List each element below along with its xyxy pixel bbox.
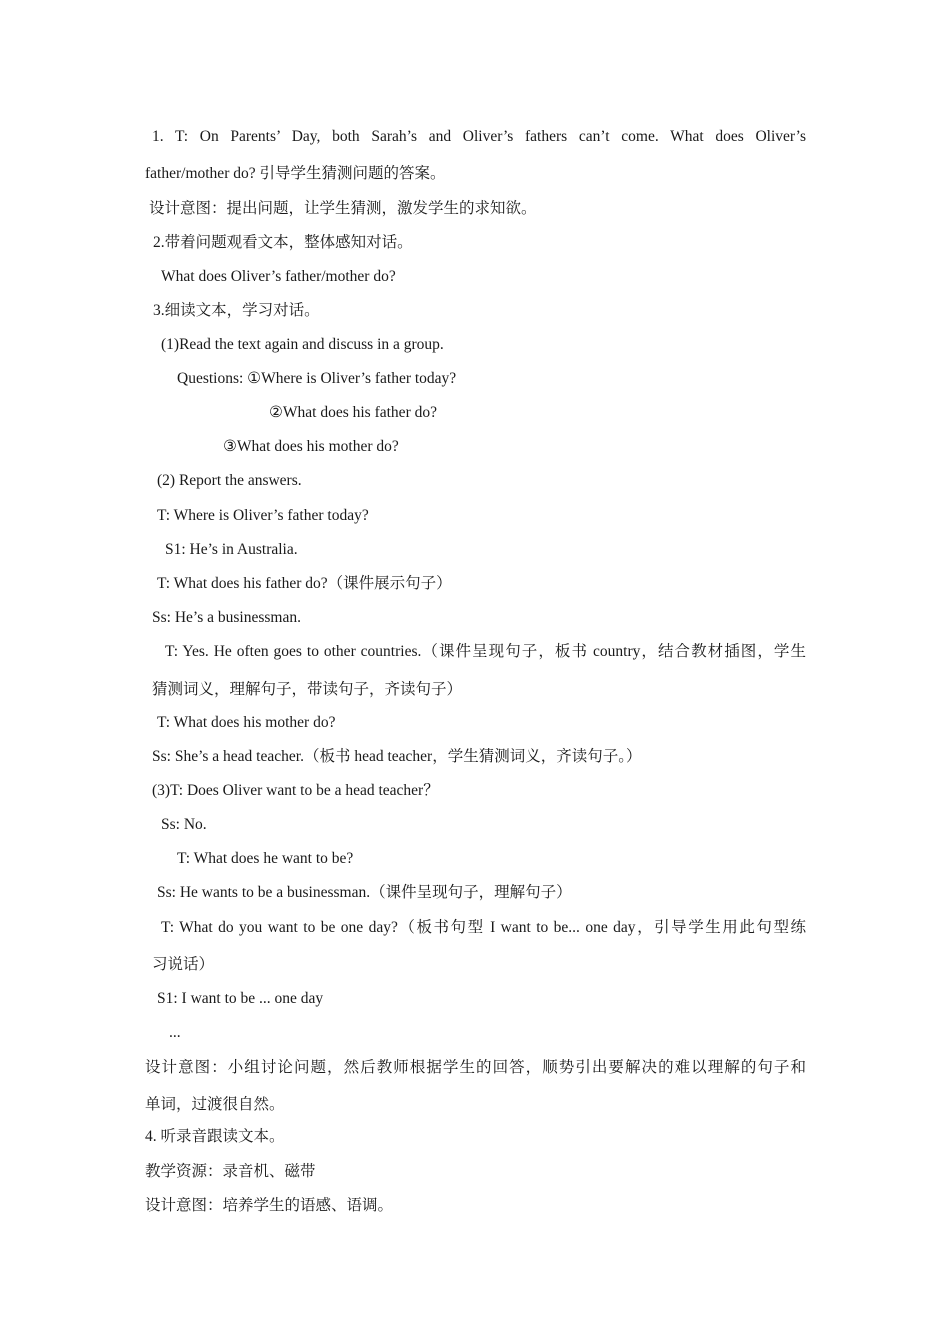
- dialogue-line: T: Yes. He often goes to other countries.（课件呈现句子，板书 country，结合教材插图，学生: [165, 643, 806, 660]
- substep-1-line: (1)Read the text again and discuss in a group.: [161, 336, 444, 353]
- dialogue-line: Ss: She’s a head teacher.（板书 head teacher，学生猜测词义，齐读句子。）: [152, 748, 642, 765]
- questions-line-2: ②What does his father do?: [269, 404, 437, 421]
- step-3-line: 3.细读文本，学习对话。: [153, 302, 320, 319]
- dialogue-line-continued: 猜测词义，理解句子，带读句子，齐读句子）: [152, 681, 463, 698]
- dialogue-line: T: What does his mother do?: [157, 714, 336, 731]
- design-intent-line-continued: 单词，过渡很自然。: [145, 1096, 285, 1113]
- dialogue-line: S1: I want to be ... one day: [157, 990, 324, 1007]
- text-line-2: father/mother do? 引导学生猜测问题的答案。: [145, 165, 446, 182]
- dialogue-line: Ss: No.: [161, 816, 207, 833]
- resources-line: 教学资源：录音机、磁带: [145, 1163, 316, 1180]
- dialogue-line: S1: He’s in Australia.: [165, 541, 298, 558]
- ellipsis-line: ...: [169, 1024, 181, 1041]
- dialogue-line: T: What does he want to be?: [177, 850, 354, 867]
- step-2-line: 2.带着问题观看文本，整体感知对话。: [153, 234, 413, 251]
- substep-2-line: (2) Report the answers.: [157, 472, 302, 489]
- question-line: What does Oliver’s father/mother do?: [161, 268, 396, 285]
- substep-3-line: (3)T: Does Oliver want to be a head teacher？: [152, 782, 439, 799]
- dialogue-line-continued: 习说话）: [152, 956, 215, 973]
- dialogue-line: T: What do you want to be one day?（板书句型 I want to be... one day，引导学生用此句型练: [161, 919, 806, 936]
- text-line-1: 1. T: On Parents’ Day, both Sarah’s and Oliver’s fathers can’t come. What does Oliver’s: [152, 128, 806, 145]
- dialogue-line: Ss: He wants to be a businessman.（课件呈现句子，理解句子）: [157, 884, 572, 901]
- dialogue-line: T: Where is Oliver’s father today?: [157, 507, 369, 524]
- dialogue-line: Ss: He’s a businessman.: [152, 609, 301, 626]
- design-intent-line: 设计意图：培养学生的语感、语调。: [145, 1197, 394, 1214]
- step-4-line: 4. 听录音跟读文本。: [145, 1128, 285, 1145]
- questions-line-3: ③What does his mother do?: [223, 438, 399, 455]
- questions-line-1: Questions: ①Where is Oliver’s father today?: [177, 370, 457, 387]
- design-intent-line: 设计意图：提出问题，让学生猜测，激发学生的求知欲。: [149, 200, 537, 217]
- dialogue-line: T: What does his father do?（课件展示句子）: [157, 575, 452, 592]
- design-intent-line: 设计意图：小组讨论问题，然后教师根据学生的回答，顺势引出要解决的难以理解的句子和: [145, 1059, 806, 1076]
